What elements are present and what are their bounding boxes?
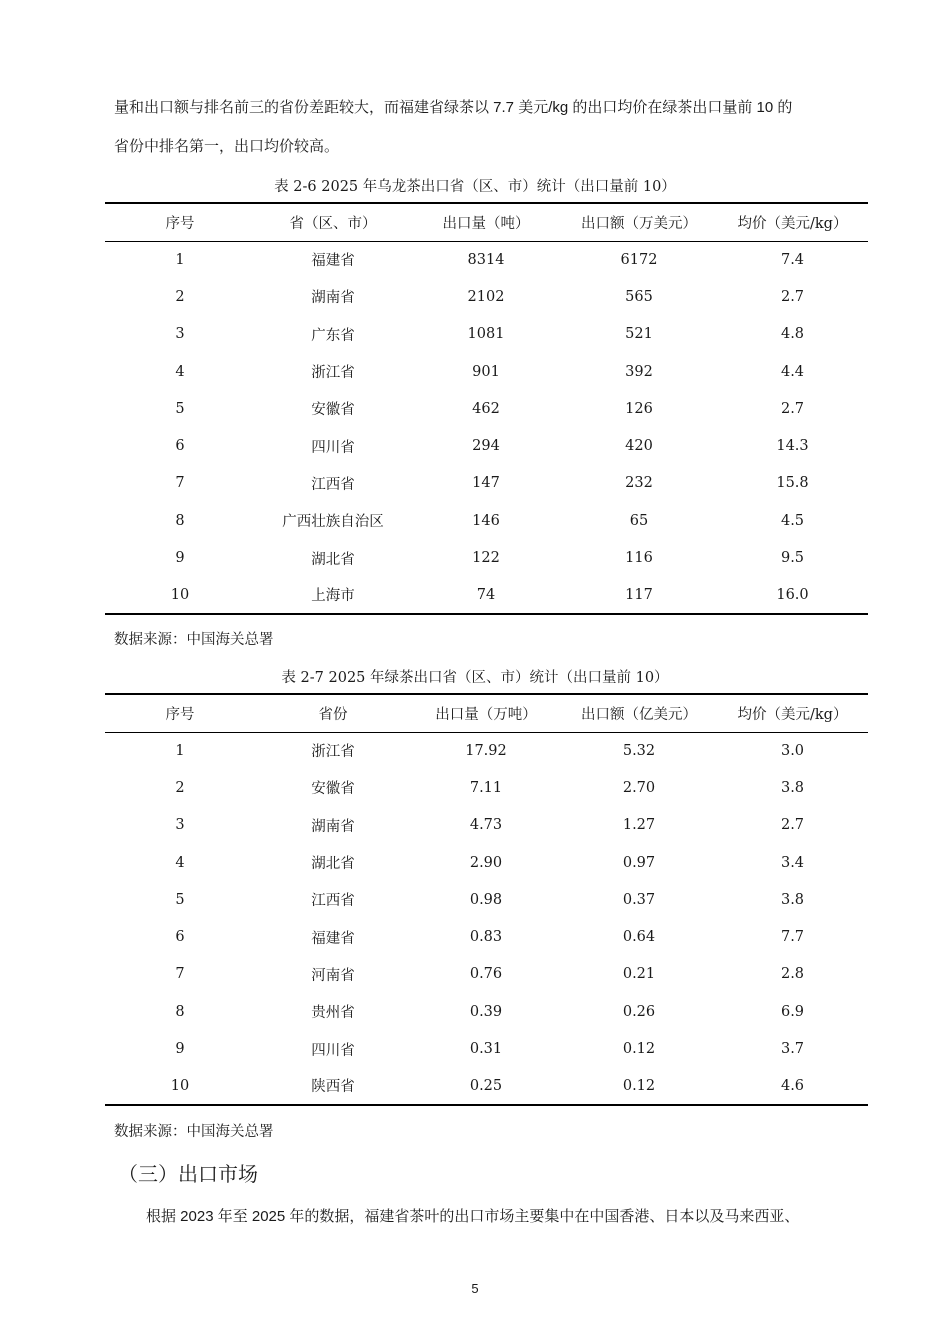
table-cell: 565 [625, 288, 653, 305]
table-cell: 江西省 [311, 476, 355, 493]
table-cell: 上海市 [255, 577, 411, 614]
table-cell: 广西壮族自治区 [282, 514, 384, 531]
table-cell: 贵州省 [311, 1005, 355, 1022]
table-row [105, 427, 868, 464]
table-cell: 1.27 [622, 817, 656, 834]
table-row [105, 993, 868, 1030]
table-row [105, 918, 868, 955]
header-cell: 均价（美元/kg） [717, 694, 868, 732]
table-cell: 2.8 [780, 966, 805, 983]
header-cell: 序号 [105, 203, 255, 241]
table-cell: 江西省 [311, 893, 355, 910]
table-row [105, 956, 868, 993]
table-cell: 8314 [467, 251, 505, 268]
table-row [105, 353, 868, 390]
header-cell: 出口量（万吨） [411, 694, 561, 732]
table-cell: 5.32 [622, 742, 656, 759]
table-cell: 0.26 [622, 1003, 656, 1020]
table-cell: 6 [175, 438, 185, 455]
header-cell: 省（区、市） [255, 203, 411, 241]
table-row [105, 390, 868, 427]
table-cell: 7 [175, 475, 185, 492]
table-cell: 0.83 [469, 929, 503, 946]
header-cell: 均价（美元/kg） [717, 203, 868, 241]
table-cell: 392 [625, 363, 653, 380]
table-cell: 0.98 [469, 891, 503, 908]
table-cell: 河南省 [311, 967, 355, 984]
table-row [105, 502, 868, 539]
section-paragraph: 根据 2023 年至 2025 年的数据，福建省茶叶的出口市场主要集中在中国香港、日本以及马来西亚、 [146, 1208, 800, 1225]
table-row [105, 844, 868, 881]
table-cell: 0.12 [561, 1068, 717, 1105]
table-cell: 浙江省 [311, 744, 355, 761]
header-cell: 序号 [105, 694, 255, 732]
header-cell: 出口额（万美元） [561, 203, 717, 241]
table-cell: 2102 [467, 288, 505, 305]
table-cell: 4 [175, 363, 185, 380]
table-row [105, 1068, 868, 1105]
table-cell: 117 [561, 577, 717, 614]
intro-line-2: 省份中排名第一，出口均价较高。 [114, 138, 340, 155]
table-cell: 521 [625, 326, 653, 343]
table-row [105, 1030, 868, 1067]
table-cell: 9 [175, 1041, 185, 1058]
table-cell: 65 [629, 512, 649, 529]
table-cell: 4.73 [469, 817, 503, 834]
table-cell: 3.4 [780, 854, 805, 871]
table-cell: 0.37 [622, 891, 656, 908]
table-cell: 7.4 [780, 251, 805, 268]
table-cell: 0.64 [622, 929, 656, 946]
table-cell: 四川省 [311, 439, 355, 456]
table-cell: 462 [472, 400, 500, 417]
table-cell: 4.8 [780, 326, 805, 343]
table-cell: 浙江省 [311, 365, 355, 382]
table-cell: 232 [625, 475, 653, 492]
table-row [105, 881, 868, 918]
table-cell: 湖南省 [311, 290, 355, 307]
table-cell: 116 [625, 550, 653, 567]
green-tea-export-table [105, 693, 868, 1106]
oolong-export-table [105, 202, 868, 615]
table-cell: 122 [472, 550, 500, 567]
table-cell: 6.9 [780, 1003, 805, 1020]
header-cell: 出口额（亿美元） [561, 694, 717, 732]
table-cell: 广东省 [311, 327, 355, 344]
table-cell: 4.5 [780, 512, 805, 529]
table-cell: 安徽省 [311, 402, 355, 419]
table-cell: 10 [105, 577, 255, 614]
table-2-7-source: 数据来源：中国海关总署 [114, 1124, 274, 1140]
table-row [105, 465, 868, 502]
table-cell: 0.31 [469, 1041, 503, 1058]
table-cell: 2.7 [780, 288, 805, 305]
table-row [105, 577, 868, 614]
page-number: 5 [471, 1281, 479, 1296]
table-2-6-source: 数据来源：中国海关总署 [114, 632, 274, 648]
table-cell: 1 [175, 742, 185, 759]
table-cell: 17.92 [465, 742, 507, 759]
table-cell: 126 [625, 400, 653, 417]
table-cell: 3.8 [780, 891, 805, 908]
table-cell: 福建省 [311, 253, 355, 270]
table-cell: 安徽省 [311, 781, 355, 798]
table-cell: 1081 [467, 326, 505, 343]
table-cell: 3.0 [780, 742, 805, 759]
table-cell: 14.3 [776, 438, 809, 455]
table-cell: 3.8 [780, 779, 805, 796]
table-cell: 7 [175, 966, 185, 983]
table-cell: 7.7 [780, 929, 805, 946]
table-cell: 3 [175, 817, 185, 834]
table-row [105, 769, 868, 806]
table-cell: 16.0 [717, 577, 868, 614]
intro-line-1: 量和出口额与排名前三的省份差距较大，而福建省绿茶以 7.7 美元/kg 的出口均价在绿茶出口量前 10 的 [114, 99, 793, 116]
table-cell: 9.5 [780, 550, 805, 567]
table-cell: 3 [175, 326, 185, 343]
section-heading: （三）出口市场 [118, 1162, 258, 1186]
table-cell: 0.97 [622, 854, 656, 871]
header-cell: 省份 [255, 694, 411, 732]
table-cell: 湖南省 [311, 818, 355, 835]
table-cell: 0.76 [469, 966, 503, 983]
table-cell: 2.90 [469, 854, 503, 871]
table-row [105, 316, 868, 353]
table-cell: 15.8 [776, 475, 809, 492]
table-row [105, 278, 868, 315]
table-cell: 1 [175, 251, 185, 268]
table-cell: 2.70 [622, 779, 656, 796]
table-cell: 74 [411, 577, 561, 614]
table-cell: 4.6 [717, 1068, 868, 1105]
table-cell: 8 [175, 512, 185, 529]
table-cell: 福建省 [311, 930, 355, 947]
table-cell: 4.4 [780, 363, 805, 380]
table-cell: 8 [175, 1003, 185, 1020]
table-cell: 6 [175, 929, 185, 946]
table-row [105, 241, 868, 278]
table-header-row [105, 694, 868, 732]
table-cell: 2.7 [780, 400, 805, 417]
table-cell: 5 [175, 891, 185, 908]
table-cell: 4 [175, 854, 185, 871]
table-cell: 146 [472, 512, 500, 529]
table-2-7-caption: 表 2-7 2025 年绿茶出口省（区、市）统计（出口量前 10） [281, 670, 669, 686]
table-cell: 6172 [620, 251, 658, 268]
table-cell: 湖北省 [311, 856, 355, 873]
table-cell: 四川省 [311, 1042, 355, 1059]
table-cell: 420 [625, 438, 653, 455]
table-cell: 10 [105, 1068, 255, 1105]
table-cell: 901 [472, 363, 500, 380]
table-2-6-caption: 表 2-6 2025 年乌龙茶出口省（区、市）统计（出口量前 10） [274, 179, 676, 195]
table-cell: 0.21 [622, 966, 656, 983]
table-row [105, 539, 868, 576]
table-cell: 0.39 [469, 1003, 503, 1020]
table-cell: 294 [472, 438, 500, 455]
table-row [105, 807, 868, 844]
table-cell: 147 [472, 475, 500, 492]
table-cell: 5 [175, 400, 185, 417]
header-cell: 出口量（吨） [411, 203, 561, 241]
table-cell: 0.25 [411, 1068, 561, 1105]
table-cell: 0.12 [622, 1041, 656, 1058]
table-cell: 湖北省 [311, 551, 355, 568]
table-cell: 2.7 [780, 817, 805, 834]
table-cell: 7.11 [469, 779, 503, 796]
table-cell: 2 [175, 288, 185, 305]
table-row [105, 732, 868, 769]
table-cell: 9 [175, 550, 185, 567]
table-cell: 陕西省 [255, 1068, 411, 1105]
table-cell: 2 [175, 779, 185, 796]
table-header-row [105, 203, 868, 241]
table-cell: 3.7 [780, 1041, 805, 1058]
